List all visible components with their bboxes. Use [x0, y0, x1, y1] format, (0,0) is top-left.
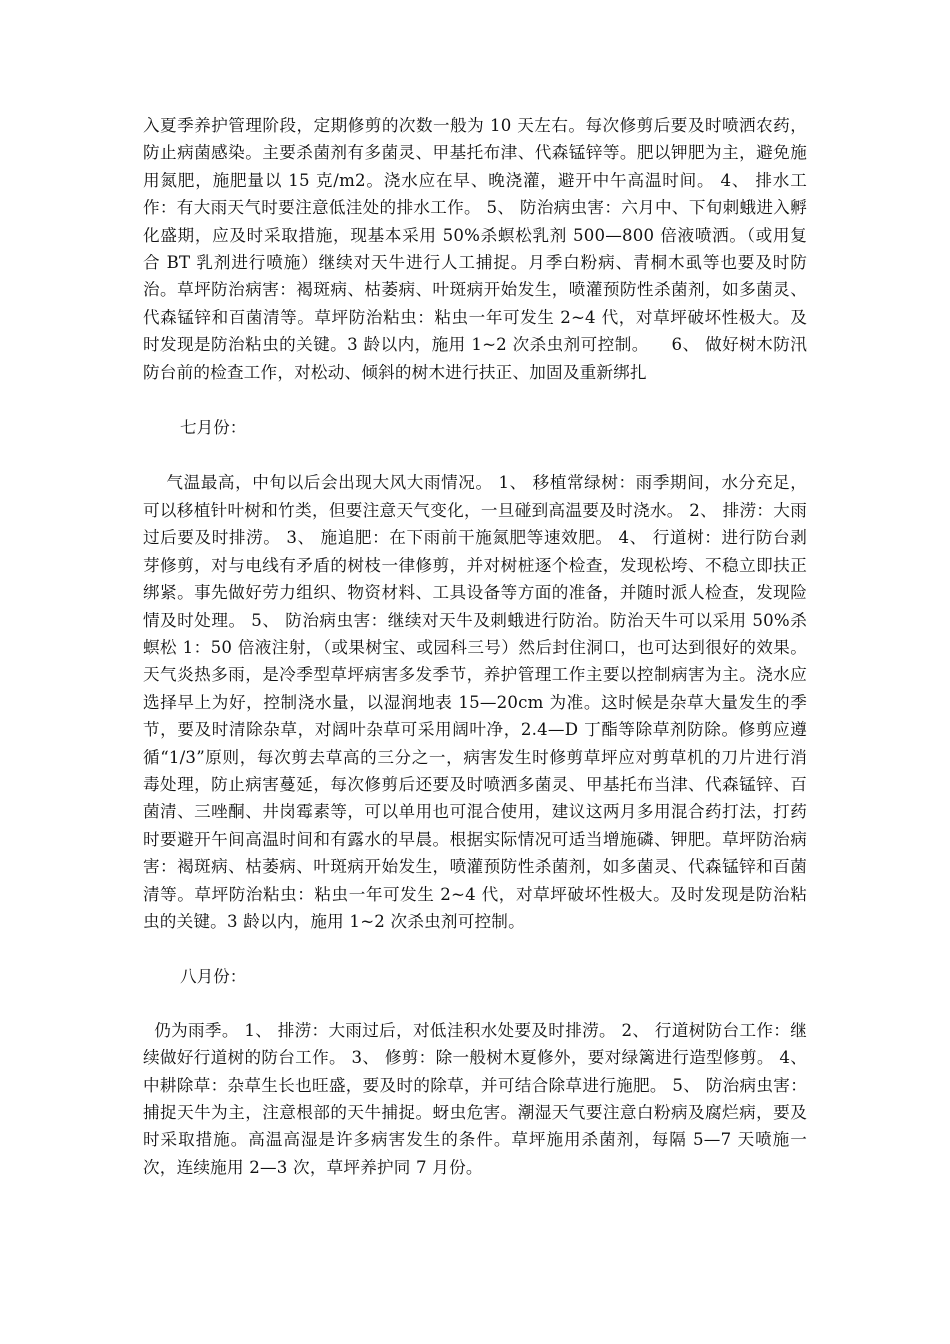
paragraph-august: 仍为雨季。 1、 排涝：大雨过后，对低洼积水处要及时排涝。 2、 行道树防台工作：继续做好行道树的防台工作。 3、 修剪：除一般树木夏修外，要对绿篱进行造型修剪。 4、 中耕除草：杂草生长也旺盛，要及时的除草，并可结合除草进行施肥。 5、 防治病虫害：捕捉天牛为主，注意根部的天牛捕捉。蚜虫危害。潮湿天气要注意白粉病及腐烂病，要及时采取措施。高温高湿是许多病害发生的条件。草坪施用杀菌剂，每隔 5—7 天喷施一次，连续施用 2—3 次，草坪养护同 7 月份。 [143, 1020, 813, 1177]
spacer [143, 991, 807, 1017]
document-page [143, 112, 818, 1181]
spacer [143, 935, 807, 963]
heading-july: 七月份： [180, 418, 247, 438]
paragraph-june-continued: 入夏季养护管理阶段，定期修剪的次数一般为 10 天左右。每次修剪后要及时喷洒农药，防止病菌感染。主要杀菌剂有多菌灵、甲基托布津、代森锰锌等。肥以钾肥为主，避免施用氮肥，施肥量以 15 克/m2。浇水应在早、晚浇灌，避开中午高温时间。 4、 排水工作：有大雨天气时要注意低洼处的排水工作。 5、 防治病虫害：六月中、下旬刺蛾进入孵化盛期，应及时采取措施，现基本采用 50%杀螟松乳剂 500—800 倍液喷洒。（或用复合 BT 乳剂进行喷施）继续对天牛进行人工捕捉。月季白粉病、青桐木虱等也要及时防治。草坪防治病害：褐斑病、枯萎病、叶斑病开始发生，喷灌预防性杀菌剂，如多菌灵、代森锰锌和百菌清等。草坪防治粘虫：粘虫一年可发生 2~4 代，对草坪破坏性极大。及时发现是防治粘虫的关键。3 龄以内，施用 1~2 次杀虫剂可控制。 6、 做好树木防汛防台前的检查工作，对松动、倾斜的树木进行扶正、加固及重新绑扎 [143, 116, 807, 382]
spacer [143, 386, 807, 414]
paragraph-july: 气温最高，中旬以后会出现大风大雨情况。 1、 移植常绿树：雨季期间，水分充足，可以移植针叶树和竹类，但要注意天气变化，一旦碰到高温要及时浇水。 2、 排涝：大雨过后要及时排涝。 3、 施追肥：在下雨前干施氮肥等速效肥。 4、 行道树：进行防台剥芽修剪，对与电线有矛盾的树枝一律修剪，并对树桩逐个检查，发现松垮、不稳立即扶正绑紧。事先做好劳力组织、物资材料、工具设备等方面的准备，并随时派人检查，发现险情及时处理。 5、 防治病虫害：继续对天牛及刺蛾进行防治。防治天牛可以采用 50%杀螟松 1：50 倍液注射，（或果树宝、或园科三号）然后封住洞口，也可达到很好的效果。 天气炎热多雨，是冷季型草坪病害多发季节，养护管理工作主要以控制病害为主。浇水应选择早上为好，控制浇水量，以湿润地表 15—20cm 为准。这时候是杂草大量发生的季节，要及时清除杂草，对阔叶杂草可采用阔叶净，2.4—D 丁酯等除草剂防除。修剪应遵循“1/3”原则，每次剪去草高的三分之一，病害发生时修剪草坪应对剪草机的刀片进行消毒处理，防止病害蔓延，每次修剪后还要及时喷洒多菌灵、甲基托布当津、代森锰锌、百菌清、三唑酮、井岗霉素等，可以单用也可混合使用，建议这两月多用混合药打法，打药时要避开午间高温时间和有露水的早晨。根据实际情况可适当增施磷、钾肥。草坪防治病害：褐斑病、枯萎病、叶斑病开始发生，喷灌预防性杀菌剂，如多菌灵、代森锰锌和百菌清等。草坪防治粘虫：粘虫一年可发生 2~4 代，对草坪破坏性极大。及时发现是防治粘虫的关键。3 龄以内，施用 1~2 次杀虫剂可控制。 [143, 473, 818, 931]
spacer [143, 441, 807, 469]
heading-august: 八月份： [180, 967, 247, 987]
